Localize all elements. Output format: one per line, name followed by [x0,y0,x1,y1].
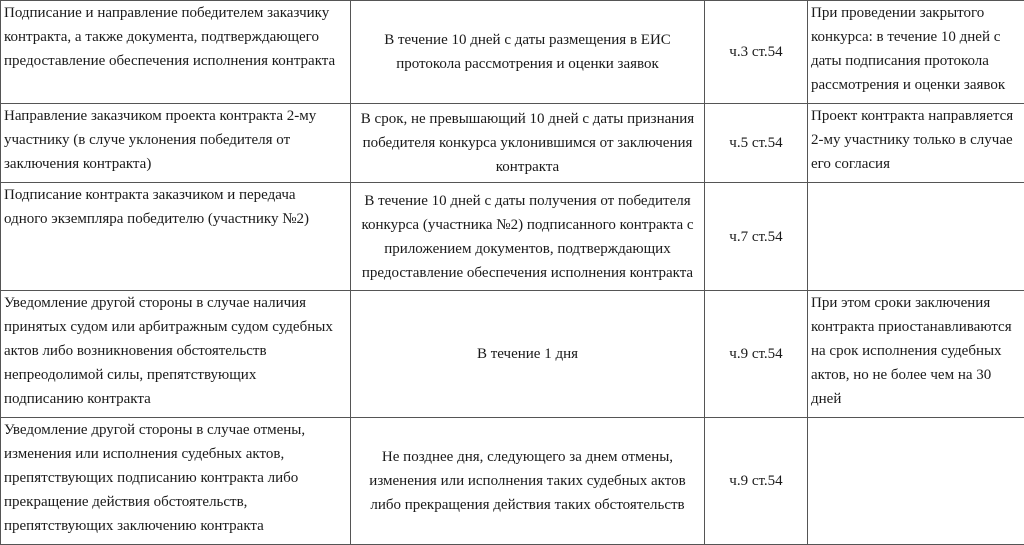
table-row [1,291,1024,418]
term-text: В течение 1 дня [354,342,701,366]
action-cell [1,418,351,545]
norm-cell [705,104,808,183]
table-row [1,183,1024,291]
term-cell [351,1,705,104]
note-text: При проведении закрытого конкурса: в течение 10 дней с даты подписания протокола рассмотрения и оценки заявок [811,1,1021,97]
norm-text: ч.7 ст.54 [708,225,804,249]
term-text: В течение 10 дней с даты размещения в ЕИС протокола рассмотрения и оценки заявок [354,28,701,76]
norm-text: ч.9 ст.54 [708,342,804,366]
norm-cell [705,1,808,104]
action-cell [1,291,351,418]
table-row [1,418,1024,545]
norm-cell [705,291,808,418]
term-cell [351,418,705,545]
action-cell [1,104,351,183]
term-text: Не позднее дня, следующего за днем отмены, изменения или исполнения таких судебных актов либо прекращения действия таких обстоятельств [354,445,701,517]
action-text: Уведомление другой стороны в случае отмены, изменения или исполнения судебных актов, препятствующих подписанию контракта либо прекращение действия обстоятельств, препятствующих заключению контракта [4,418,347,538]
note-cell [808,1,1024,104]
term-text: В течение 10 дней с даты получения от победителя конкурса (участника №2) подписанного контракта с приложением документов, подтверждающих предоставление обеспечения исполнения контракта [354,189,701,285]
note-cell [808,104,1024,183]
action-text: Уведомление другой стороны в случае наличия принятых судом или арбитражным судом судебных актов либо возникновения обстоятельств непреодолимой силы, препятствующих подписанию контракта [4,291,347,411]
table-row [1,104,1024,183]
note-text: При этом сроки заключения контракта приостанавливаются на срок исполнения судебных актов, но не более чем на 30 дней [811,291,1021,411]
action-text: Направление заказчиком проекта контракта 2-му участнику (в случе уклонения победителя от заключения контракта) [4,104,347,176]
action-text: Подписание и направление победителем заказчику контракта, а также документа, подтверждающего предоставление обеспечения исполнения контракта [4,1,347,73]
action-cell [1,183,351,291]
norm-text: ч.5 ст.54 [708,131,804,155]
note-cell [808,291,1024,418]
norm-text: ч.9 ст.54 [708,469,804,493]
note-cell [808,418,1024,545]
note-text: Проект контракта направляется 2-му участнику только в случае его согласия [811,104,1021,176]
table-row [1,1,1024,104]
norm-cell [705,418,808,545]
term-cell [351,104,705,183]
action-cell [1,1,351,104]
term-cell [351,291,705,418]
norm-cell [705,183,808,291]
action-text: Подписание контракта заказчиком и передача одного экземпляра победителю (участнику №2) [4,183,347,231]
note-cell [808,183,1024,291]
norm-text: ч.3 ст.54 [708,40,804,64]
term-text: В срок, не превышающий 10 дней с даты признания победителя конкурса уклонившимся от заключения контракта [354,107,701,179]
term-cell [351,183,705,291]
